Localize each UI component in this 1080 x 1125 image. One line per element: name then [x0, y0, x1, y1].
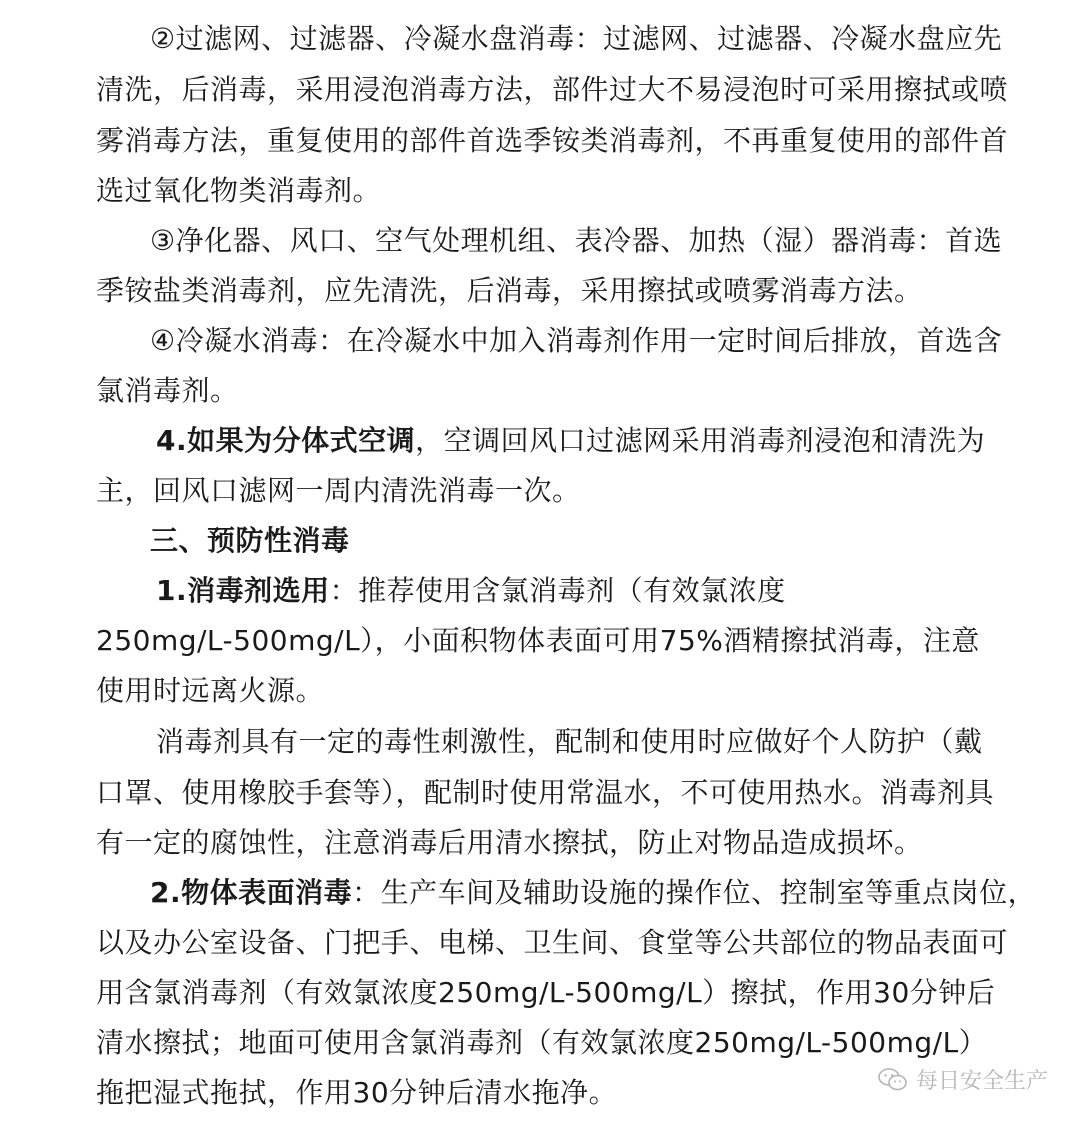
text-line: 口罩、使用橡胶手套等），配制时使用常温水，不可使用热水。消毒剂具	[96, 776, 995, 809]
text-line: 用含氯消毒剂（有效氯浓度250mg/L-500mg/L）擦拭，作用30分钟后	[96, 976, 996, 1009]
text-line: 消毒剂具有一定的毒性刺激性，配制和使用时应做好个人防护（戴	[156, 725, 983, 758]
text-line	[156, 574, 786, 608]
text-line: 250mg/L-500mg/L），小面积物体表面可用75%酒精擦拭消毒，注意	[96, 624, 980, 657]
text-line: 使用时远离火源。	[96, 674, 325, 707]
text-line: ②过滤网、过滤器、冷凝水盘消毒：过滤网、过滤器、冷凝水盘应先	[150, 22, 1003, 55]
item-text: ：推荐使用含氯消毒剂（有效氯浓度	[329, 574, 786, 607]
item-text: ：生产车间及辅助设施的操作位、控制室等重点岗位，	[352, 876, 1037, 909]
watermark	[878, 1064, 1048, 1095]
text-line	[150, 876, 1036, 910]
text-line: 清洗，后消毒，采用浸泡消毒方法，部件过大不易浸泡时可采用擦拭或喷	[96, 73, 1009, 106]
text-line: 有一定的腐蚀性，注意消毒后用清水擦拭，防止对物品造成损坏。	[96, 826, 923, 859]
text-line: ③净化器、风口、空气处理机组、表冷器、加热（湿）器消毒：首选	[150, 224, 1003, 257]
wechat-icon	[878, 1067, 908, 1093]
text-line: 雾消毒方法，重复使用的部件首选季铵类消毒剂，不再重复使用的部件首	[96, 124, 1009, 157]
section-heading: 三、预防性消毒	[150, 524, 350, 557]
item-lead: 4.如果为分体式空调	[156, 424, 416, 457]
text-line: 选过氧化物类消毒剂。	[96, 174, 382, 207]
item-lead: 2.物体表面消毒	[150, 876, 353, 909]
text-line	[156, 424, 985, 458]
watermark-text: 每日安全生产	[915, 1069, 1048, 1094]
text-line: 以及办公室设备、门把手、电梯、卫生间、食堂等公共部位的物品表面可	[96, 926, 1009, 959]
text-line: ④冷凝水消毒：在冷凝水中加入消毒剂作用一定时间后排放，首选含	[150, 324, 1003, 357]
item-text: ，空调回风口过滤网采用消毒剂浸泡和清洗为	[415, 424, 986, 457]
item-lead: 1.消毒剂选用	[156, 574, 330, 607]
text-line: 清水擦拭；地面可使用含氯消毒剂（有效氯浓度250mg/L-500mg/L）	[96, 1026, 988, 1059]
text-line: 拖把湿式拖拭，作用30分钟后清水拖净。	[96, 1076, 618, 1109]
text-line: 主，回风口滤网一周内清洗消毒一次。	[96, 474, 581, 507]
text-line: 氯消毒剂。	[96, 374, 239, 407]
text-line: 季铵盐类消毒剂，应先清洗，后消毒，采用擦拭或喷雾消毒方法。	[96, 274, 923, 307]
